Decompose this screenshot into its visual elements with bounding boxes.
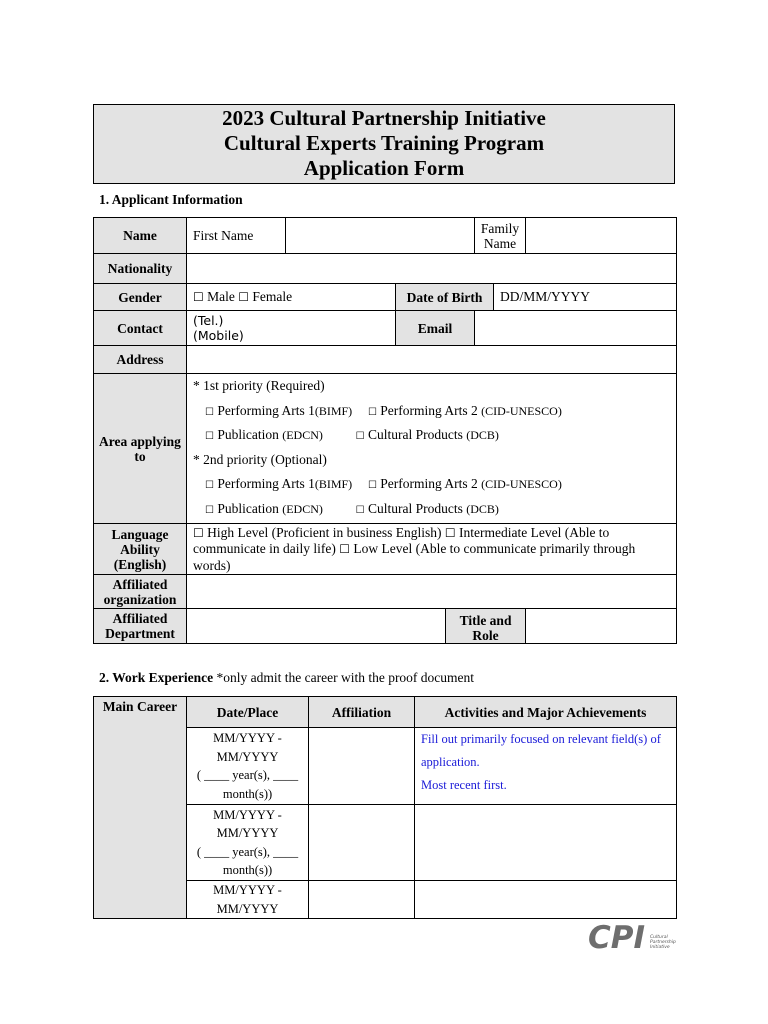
lang-mid-label: Intermediate Level (Able to communicate in daily life) <box>193 524 610 557</box>
priority1-label: * 1st priority (Required) <box>193 378 325 393</box>
area-row-2 <box>193 423 670 448</box>
logo-sub-1: Cultural <box>650 935 668 940</box>
male-checkbox[interactable]: ☐ <box>193 290 204 304</box>
language-options <box>187 524 677 575</box>
area-label: Area applying to <box>94 374 187 524</box>
p2-publication-org: (EDCN) <box>282 501 323 516</box>
gender-options <box>187 284 396 311</box>
gender-label: Gender <box>94 284 187 311</box>
female-checkbox[interactable]: ☐ <box>238 290 250 304</box>
p1-products-label: Cultural Products <box>367 427 463 442</box>
mobile-label: (Mobile) <box>193 328 244 343</box>
p1-products-checkbox[interactable]: ☐ <box>355 431 365 442</box>
career-1-date[interactable] <box>187 728 309 805</box>
career-3-range: MM/YYYY - MM/YYYY <box>213 883 282 916</box>
title-role-label: Title and Role <box>446 609 526 644</box>
area-row-3 <box>193 472 670 497</box>
first-name-input[interactable] <box>286 218 475 254</box>
career-2-duration: ( ____ year(s), ____ month(s)) <box>196 844 299 877</box>
p1-performing1-checkbox[interactable]: ☐ <box>205 406 214 418</box>
career-1-duration: ( ____ year(s), ____ month(s)) <box>196 768 299 801</box>
col-affiliation-header: Affiliation <box>309 697 415 728</box>
tel-label: (Tel.) <box>193 313 224 328</box>
lang-low-checkbox[interactable]: ☐ <box>339 542 350 557</box>
lang-low-label: Low Level (Able to communicate primarily through words) <box>193 541 636 573</box>
logo-sub-3: Initiative <box>650 945 670 950</box>
p2-performing2-label: Performing Arts 2 <box>380 476 478 491</box>
form-title <box>93 104 675 184</box>
p1-products-org: (DCB) <box>466 428 499 442</box>
aff-dept-input[interactable] <box>187 609 446 644</box>
lang-high-checkbox[interactable]: ☐ <box>193 525 204 540</box>
career-2-date[interactable] <box>187 805 309 881</box>
male-label: Male <box>207 289 235 304</box>
career-1-activities[interactable] <box>415 728 677 805</box>
aff-org-input[interactable] <box>187 575 677 609</box>
address-input[interactable] <box>187 346 677 374</box>
dob-input[interactable]: DD/MM/YYYY <box>494 284 677 311</box>
contact-input[interactable] <box>187 311 396 346</box>
p2-performing1-org: (BIMF) <box>314 477 353 491</box>
section1-heading: 1. Applicant Information <box>99 192 243 207</box>
title-line-3: Application Form <box>303 156 465 180</box>
p1-performing2-label: Performing Arts 2 <box>380 402 478 418</box>
career-1-range: MM/YYYY - MM/YYYY <box>213 731 282 764</box>
area-row-1 <box>193 399 670 424</box>
career-3-activities[interactable] <box>415 881 677 919</box>
p1-publication-org: (EDCN) <box>282 428 323 442</box>
p1-performing2-checkbox[interactable]: ☐ <box>367 406 377 418</box>
p2-products-checkbox[interactable]: ☐ <box>355 504 365 516</box>
title-line-2: Cultural Experts Training Program <box>223 131 545 155</box>
area-row-4 <box>193 497 670 522</box>
aff-org-label: Affiliated organization <box>94 575 187 609</box>
nationality-input[interactable] <box>187 254 677 284</box>
email-label: Email <box>396 311 475 346</box>
logo-sub-2: Partnership <box>650 940 676 945</box>
female-label: Female <box>252 289 293 304</box>
p1-performing1-org: (BIMF) <box>314 403 353 418</box>
p2-publication-checkbox[interactable]: ☐ <box>205 504 214 516</box>
family-name-input[interactable] <box>526 218 677 254</box>
aff-dept-label: Affiliated Department <box>94 609 187 644</box>
col-activities-header: Activities and Major Achievements <box>415 697 677 728</box>
name-label: Name <box>94 218 187 254</box>
p2-performing1-label: Performing Arts 1 <box>217 476 315 491</box>
hint-line-1: Fill out primarily focused on relevant field(s) of application. <box>421 732 661 769</box>
contact-label: Contact <box>94 311 187 346</box>
hint-line-2: Most recent first. <box>421 778 507 792</box>
cpi-logo <box>588 918 678 954</box>
lang-mid-checkbox[interactable]: ☐ <box>444 525 456 540</box>
p1-performing2-org: (CID-UNESCO) <box>481 403 562 418</box>
area-options <box>187 374 677 524</box>
p2-publication-label: Publication <box>217 500 279 516</box>
address-label: Address <box>94 346 187 374</box>
p2-performing2-checkbox[interactable]: ☐ <box>367 480 377 491</box>
col-date-header: Date/Place <box>187 697 309 728</box>
p2-products-org: (DCB) <box>466 501 499 516</box>
family-name-label: Family Name <box>475 218 526 254</box>
title-line-1: 2023 Cultural Partnership Initiative <box>222 106 546 130</box>
p2-performing1-checkbox[interactable]: ☐ <box>205 480 214 491</box>
p2-performing2-org: (CID-UNESCO) <box>481 477 562 491</box>
section2-note: *only admit the career with the proof document <box>216 670 475 685</box>
career-2-activities[interactable] <box>415 805 677 881</box>
first-name-label: First Name <box>187 218 286 254</box>
nationality-label: Nationality <box>94 254 187 284</box>
lang-high-label: High Level (Proficient in business English) <box>207 524 442 540</box>
career-2-affiliation[interactable] <box>309 805 415 881</box>
section2-heading: 2. Work Experience *only admit the career with the proof document <box>99 670 475 685</box>
priority2-label: * 2nd priority (Optional) <box>193 451 327 467</box>
career-3-affiliation[interactable] <box>309 881 415 919</box>
work-experience-table <box>93 696 677 919</box>
p2-products-label: Cultural Products <box>367 500 463 516</box>
career-2-range: MM/YYYY - MM/YYYY <box>213 807 282 840</box>
p1-publication-checkbox[interactable]: ☐ <box>205 431 214 442</box>
title-role-input[interactable] <box>526 609 677 644</box>
career-1-affiliation[interactable] <box>309 728 415 805</box>
language-label: Language Ability (English) <box>94 524 187 575</box>
career-3-date[interactable] <box>187 881 309 919</box>
p1-publication-label: Publication <box>217 427 279 442</box>
email-input[interactable] <box>475 311 677 346</box>
logo-text: CPI <box>588 920 646 954</box>
p1-performing1-label: Performing Arts 1 <box>217 402 315 418</box>
applicant-info-table <box>93 217 677 644</box>
main-career-label: Main Career <box>94 697 187 919</box>
dob-label: Date of Birth <box>396 284 494 311</box>
